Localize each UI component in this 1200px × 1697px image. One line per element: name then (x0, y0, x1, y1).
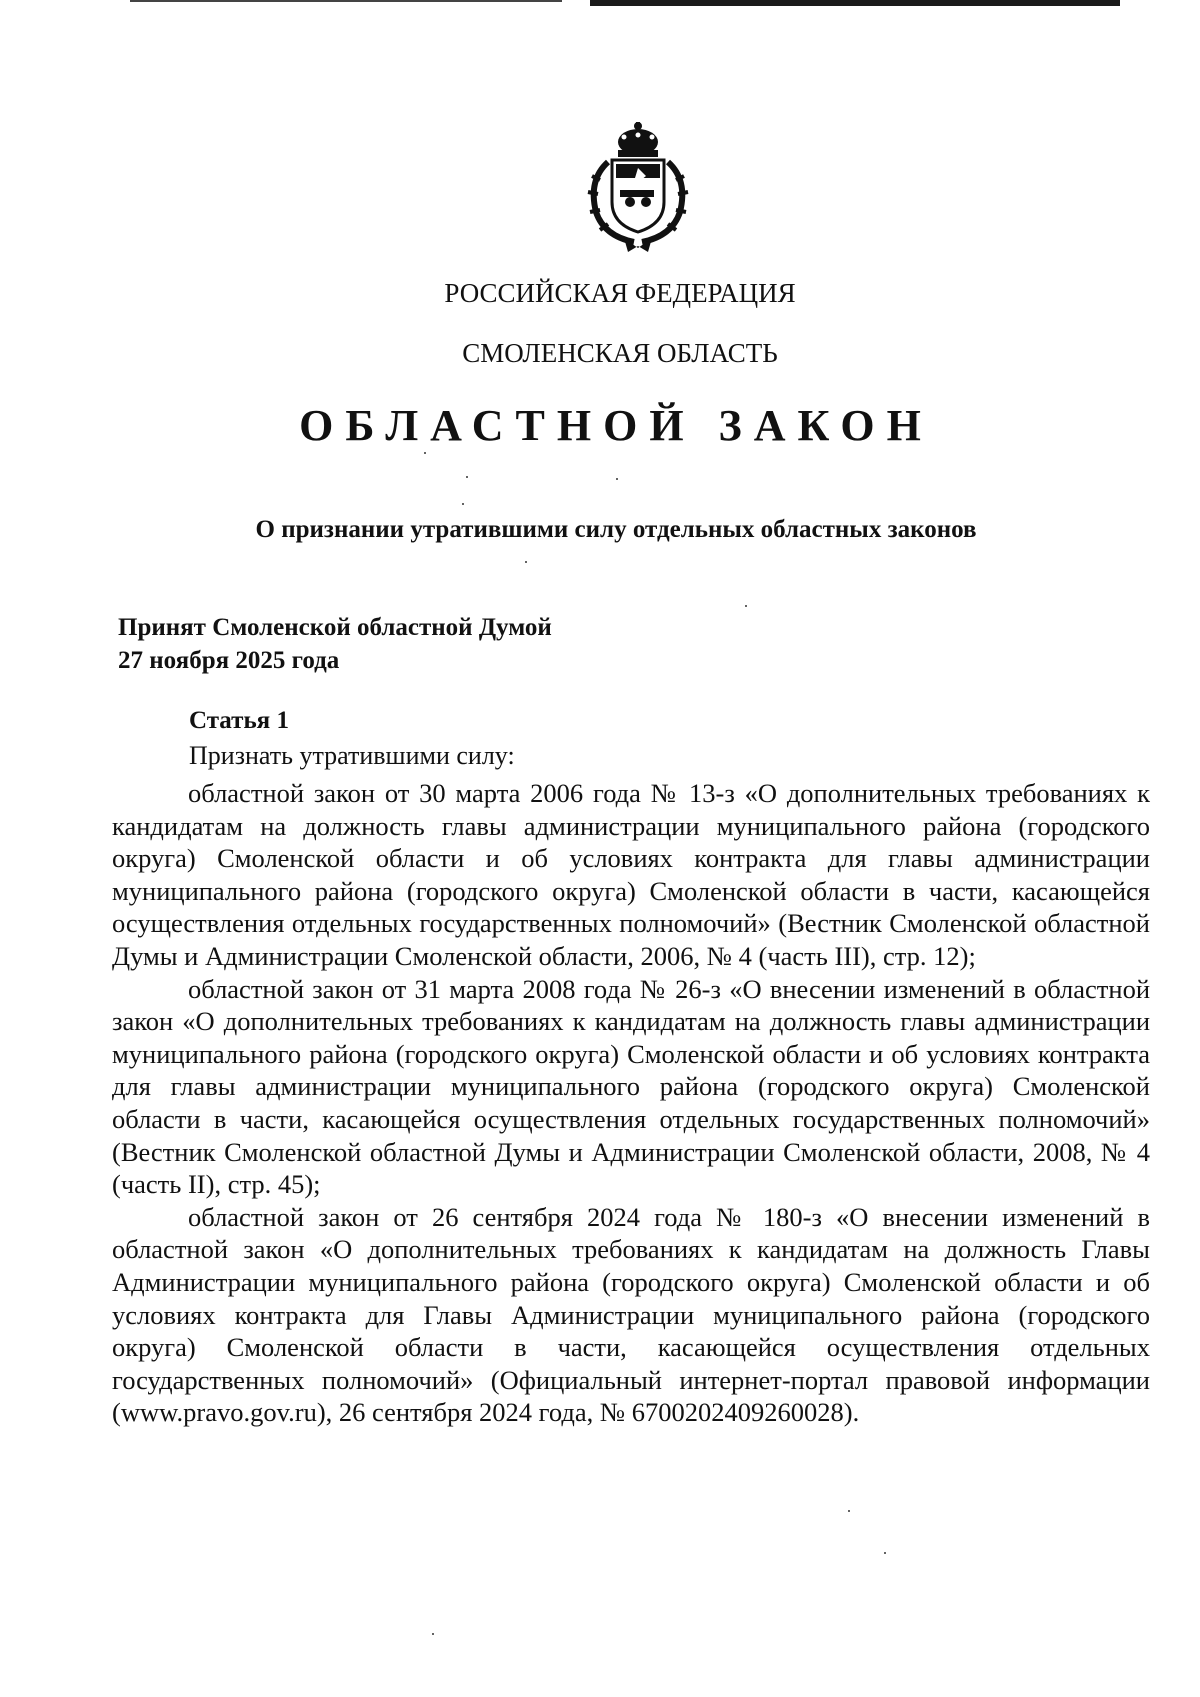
adoption-block (118, 611, 552, 677)
scan-edge-top-left (130, 0, 562, 2)
article-body (112, 777, 1150, 1429)
region-heading: СМОЛЕНСКАЯ ОБЛАСТЬ (462, 338, 778, 368)
scan-speck (616, 478, 618, 480)
scan-speck (432, 1633, 434, 1635)
country-heading: РОССИЙСКАЯ ФЕДЕРАЦИЯ (444, 278, 796, 308)
scan-speck (745, 605, 747, 607)
scan-speck (884, 1552, 886, 1554)
article-item: областной закон от 26 сентября 2024 года № 180-з «О внесении изменений в областной закон «О дополнительных требованиях к кандидатам на должность Главы Администрации муниципального района (городского округа) Смоленской области и об условиях контракта для Главы Администрации муниципального района (городского округа) Смоленской области в части, касающейся осуществления отдельных государственных полномочий» (Официальный интернет-портал правовой информации (www.pravo.gov.ru), 26 сентября 2024 года, № 6700202409260028). (112, 1201, 1150, 1428)
scan-speck (848, 1510, 850, 1512)
law-type-heading: ОБЛАСТНОЙ ЗАКОН (299, 401, 933, 450)
article-item: областной закон от 30 марта 2006 года № 13-з «О дополнительных требованиях к кандидатам на должность главы администрации муниципального района (городского округа) Смоленской области и об условиях контракта для главы администрации муниципального района (городского округа) Смоленской области в части, касающейся осуществления отдельных государственных полномочий» (Вестник Смоленской областной Думы и Администрации Смоленской области, 2006, № 4 (часть III), стр. 12); (112, 778, 1150, 971)
coat-of-arms-icon (578, 120, 698, 255)
scan-speck (466, 476, 468, 478)
scan-edge-top-right (590, 0, 1120, 6)
scan-speck (424, 452, 426, 454)
law-title: О признании утратившими силу отдельных областных законов (255, 516, 977, 543)
article-intro: Признать утратившими силу: (189, 741, 515, 770)
article-item: областной закон от 31 марта 2008 года № 26-з «О внесении изменений в областной закон «О дополнительных требованиях к кандидатам на должность главы администрации муниципального района (городского округа) Смоленской области и об условиях контракта для главы администрации муниципального района (городского округа) Смоленской области в части, касающейся осуществления отдельных государственных полномочий» (Вестник Смоленской областной Думы и Администрации Смоленской области, 2008, № 4 (часть II), стр. 45); (112, 973, 1150, 1200)
crown-icon (618, 122, 658, 157)
scan-speck (525, 561, 527, 563)
scan-speck (462, 503, 464, 505)
adoption-date: 27 ноября 2025 года (118, 647, 340, 674)
adoption-body: Принят Смоленской областной Думой (118, 614, 552, 641)
article-heading: Статья 1 (189, 707, 289, 734)
